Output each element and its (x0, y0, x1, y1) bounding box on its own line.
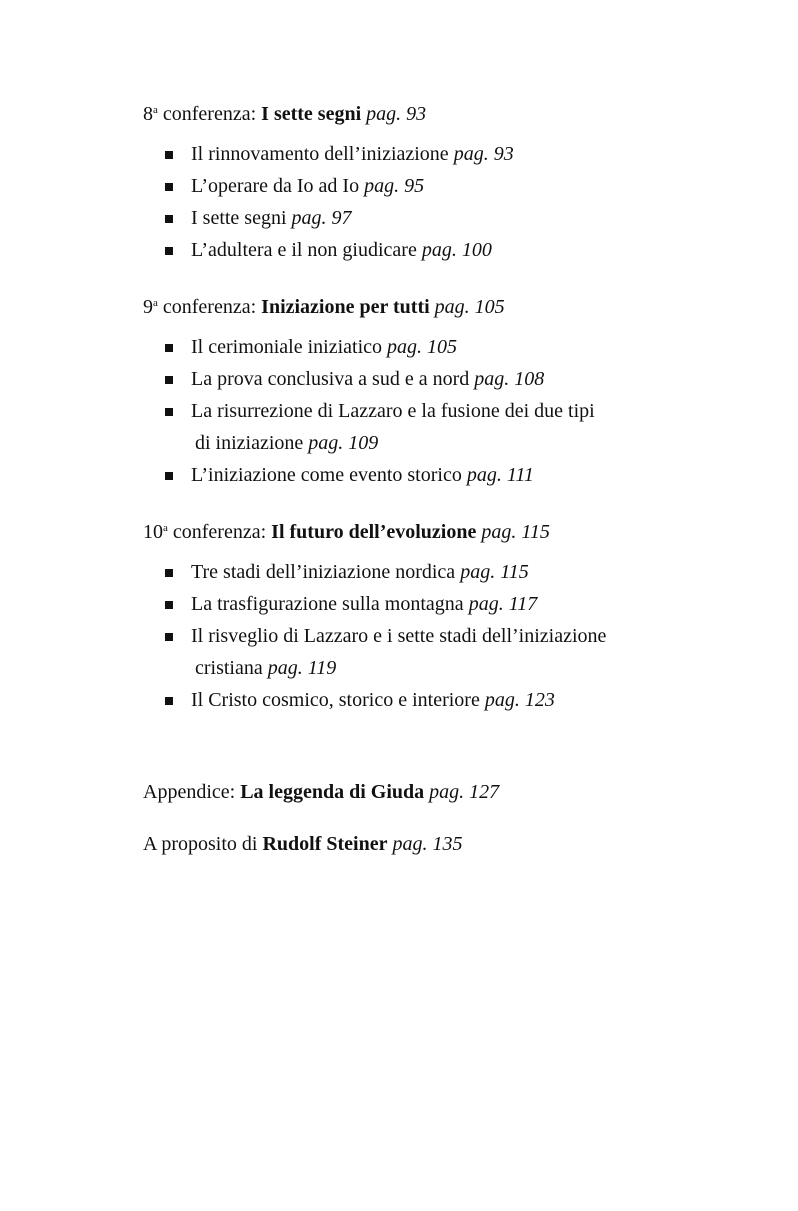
toc-item-text: L’operare da Io ad Io (191, 175, 360, 197)
page-ref: pag. 95 (364, 175, 425, 197)
square-bullet-icon (165, 247, 173, 255)
toc-about (143, 831, 462, 857)
toc-item (143, 363, 703, 395)
page-ref: pag. 119 (267, 657, 337, 679)
about-title: Rudolf Steiner (262, 833, 388, 855)
page-ref: pag. 105 (387, 336, 458, 358)
toc-item-continuation (191, 427, 703, 459)
page-ref: pag. 115 (481, 521, 550, 543)
toc-section-9 (143, 294, 703, 491)
toc-item-list (143, 556, 703, 716)
ordinal-marker: a (163, 522, 168, 534)
page-ref: pag. 117 (468, 593, 538, 615)
toc-item (143, 234, 703, 266)
square-bullet-icon (165, 376, 173, 384)
toc-item-text: cristiana (195, 657, 263, 679)
square-bullet-icon (165, 215, 173, 223)
toc-item-text: L’adultera e il non giudicare (191, 239, 417, 261)
ordinal-marker: a (153, 104, 158, 116)
toc-item (143, 556, 703, 588)
toc-item-text: Il risveglio di Lazzaro e i sette stadi dell’iniziazione (191, 625, 607, 647)
toc-item-continuation (191, 652, 703, 684)
toc-section-8 (143, 101, 703, 266)
section-title: Iniziazione per tutti (261, 296, 430, 318)
section-heading (143, 519, 703, 545)
toc-item-text: La trasfigurazione sulla montagna (191, 593, 464, 615)
page-ref: pag. 109 (308, 432, 379, 454)
section-title: Il futuro dell’evoluzione (271, 521, 477, 543)
square-bullet-icon (165, 601, 173, 609)
toc-item (143, 459, 703, 491)
toc-item (143, 395, 703, 459)
toc-item-text: Il Cristo cosmico, storico e interiore (191, 689, 480, 711)
toc-appendix (143, 779, 499, 805)
section-label: conferenza: (157, 103, 262, 125)
page-ref: pag. 97 (291, 207, 352, 229)
section-heading (143, 294, 703, 320)
toc-item (143, 620, 703, 684)
toc-item-text: Il rinnovamento dell’iniziazione (191, 143, 449, 165)
toc-item (143, 202, 703, 234)
square-bullet-icon (165, 151, 173, 159)
page-ref: pag. 123 (484, 689, 555, 711)
section-heading (143, 101, 703, 127)
page-ref: pag. 115 (460, 561, 529, 583)
toc-item (143, 588, 703, 620)
toc-item (143, 138, 703, 170)
ordinal-marker: a (153, 297, 158, 309)
section-number: 9 (143, 296, 153, 318)
square-bullet-icon (165, 344, 173, 352)
page-ref: pag. 93 (366, 103, 427, 125)
appendix-label: Appendice: (143, 781, 241, 803)
page-ref: pag. 93 (453, 143, 514, 165)
toc-item-list (143, 138, 703, 266)
toc-item (143, 170, 703, 202)
square-bullet-icon (165, 472, 173, 480)
section-number: 10 (143, 521, 163, 543)
toc-item-text: La prova conclusiva a sud e a nord (191, 368, 470, 390)
square-bullet-icon (165, 183, 173, 191)
square-bullet-icon (165, 633, 173, 641)
square-bullet-icon (165, 408, 173, 416)
toc-item (143, 331, 703, 363)
page-ref: pag. 108 (474, 368, 545, 390)
toc-item-list (143, 331, 703, 491)
toc-item-text: Tre stadi dell’iniziazione nordica (191, 561, 456, 583)
square-bullet-icon (165, 697, 173, 705)
toc-item (143, 684, 703, 716)
toc-item-text: L’iniziazione come evento storico (191, 464, 462, 486)
square-bullet-icon (165, 569, 173, 577)
toc-item-text: Il cerimoniale iniziatico (191, 336, 383, 358)
page-ref: pag. 111 (466, 464, 534, 486)
appendix-title: La leggenda di Giuda (240, 781, 425, 803)
toc-item-text: La risurrezione di Lazzaro e la fusione dei due tipi (191, 400, 595, 422)
section-number: 8 (143, 103, 153, 125)
about-label: A proposito di (143, 833, 263, 855)
toc-item-text: I sette segni (191, 207, 287, 229)
toc-item-text: di iniziazione (195, 432, 304, 454)
page-ref: pag. 127 (429, 781, 500, 803)
section-title: I sette segni (261, 103, 362, 125)
section-label: conferenza: (157, 296, 262, 318)
page-ref: pag. 135 (392, 833, 463, 855)
page-ref: pag. 100 (421, 239, 492, 261)
section-label: conferenza: (167, 521, 272, 543)
toc-section-10 (143, 519, 703, 716)
page-ref: pag. 105 (434, 296, 505, 318)
